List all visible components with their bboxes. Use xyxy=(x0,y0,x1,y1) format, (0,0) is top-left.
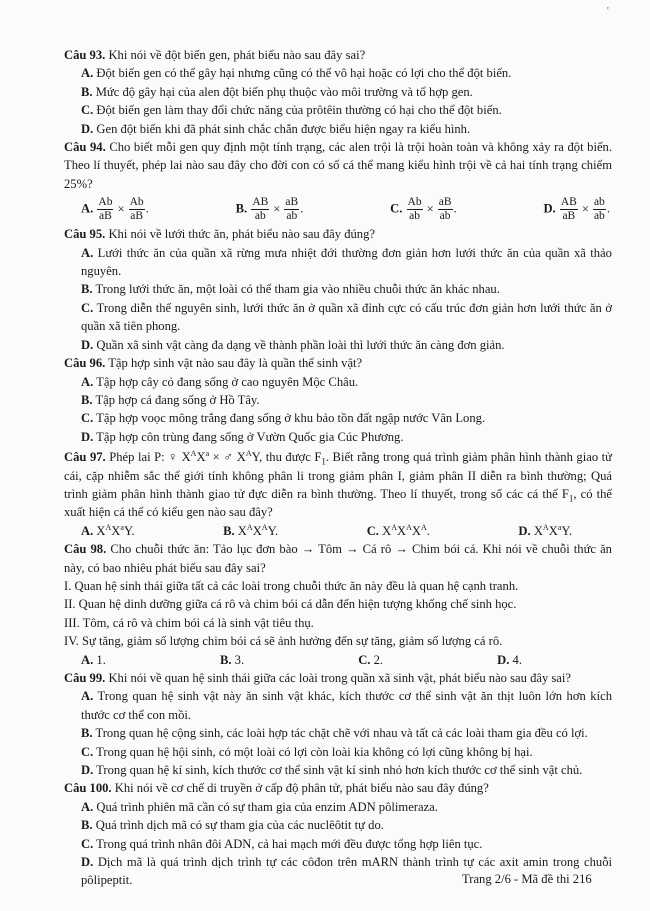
option-d[interactable]: D. Quần xã sinh vật càng đa dạng về thành phần loài thì lưới thức ăn càng đơn giản. xyxy=(81,337,505,352)
statement-ii: II. Quan hệ dinh dưỡng giữa cá rô và chim bói cá dẫn đến hiện tượng khống chế sinh học. xyxy=(64,597,517,612)
option-text: Tập hợp côn trùng đang sống ở Vườn Quốc gia Cúc Phương. xyxy=(96,429,404,444)
option-d[interactable]: D. Dịch mã là quá trình dịch trình tự các côđon trên mARN thành trình tự các axit amin trong chuỗi pôlipeptit. xyxy=(81,855,612,888)
question-stem xyxy=(64,779,612,797)
question-number: Câu 98. xyxy=(64,542,107,557)
question-text: Khi nói về cơ chế di truyền ở cấp độ phân tử, phát biểu nào sau đây đúng? xyxy=(114,781,489,796)
option-a[interactable]: A. Trong quan hệ sinh vật này ăn sinh vật khác, kích thước cơ thể sinh vật ăn thịt luôn lớn hơn kích thước cơ thể con mồi. xyxy=(81,689,612,722)
option-b[interactable]: B. Quá trình dịch mã có sự tham gia của các nuclêôtit tự do. xyxy=(81,818,384,833)
option-a[interactable]: A. $\frac{Ab}{aB}$ × $\frac{Ab}{aB}$ . xyxy=(81,196,149,223)
option-d[interactable]: D. $\frac{AB}{aB}$ × $\frac{ab}{ab}$ . xyxy=(543,196,610,223)
question-text: Phép lai P: ♀ X xyxy=(109,450,191,465)
question-text: , có thể xuất hiện cá thể có kiểu gen nào sau đây? xyxy=(64,486,613,520)
fraction: $\frac{Ab}{ab}$ xyxy=(407,196,422,223)
option-d[interactable]: D. Trong quan hệ kí sinh, kích thước cơ thể sinh vật kí sinh nhỏ hơn kích thước cơ thể sinh vật chủ. xyxy=(81,763,583,778)
options-row xyxy=(64,196,612,223)
option-a[interactable]: A. Tập hợp cây cỏ đang sống ở cao nguyên Mộc Châu. xyxy=(81,374,359,389)
question-95 xyxy=(64,225,612,354)
question-stem xyxy=(64,225,612,243)
option-text: Quá trình phiên mã cần có sự tham gia của enzim ADN pôlimeraza. xyxy=(96,799,438,814)
fraction: $\frac{Ab}{aB}$ xyxy=(129,196,144,223)
option-text: Trong quan hệ kí sinh, kích thước cơ thể sinh vật kí sinh nhỏ hơn kích thước cơ thể sinh vật chủ. xyxy=(96,763,583,778)
option-b[interactable]: B. $X^AX^AY$. xyxy=(223,522,279,538)
question-number: Câu 99. xyxy=(64,671,106,685)
option-c[interactable]: C. Đột biến gen làm thay đổi chức năng của prôtêin thường có hại cho thể đột biến. xyxy=(81,103,502,118)
option-c[interactable]: C. 2. xyxy=(358,652,384,667)
option-text: Trong lưới thức ăn, một loài có thể tham gia vào nhiều chuỗi thức ăn khác nhau. xyxy=(95,282,500,297)
options-row xyxy=(64,522,612,540)
question-99 xyxy=(64,669,612,779)
option-c[interactable]: C. Tập hợp voọc mông trắng đang sống ở khu bảo tồn đất ngập nước Vân Long. xyxy=(81,411,486,426)
option-a[interactable]: A. Quá trình phiên mã cần có sự tham gia của enzim ADN pôlimeraza. xyxy=(81,799,438,814)
question-98 xyxy=(64,540,612,669)
question-text: Cho biết mỗi gen quy định một tính trạng, các alen trội là trội hoàn toàn và không xảy ra đột biến. Theo lí thuyết, phép lai nào sau đây cho đời con có số cá thể mang kiểu hình trội về cả hai tính trạng chiếm 25%? xyxy=(64,140,612,191)
question-stem xyxy=(64,46,612,64)
question-text: Cho chuỗi thức ăn: Tảo lục đơn bào → Tôm → Cá rô → Chim bói cá. Khi nói về chuỗi thức ăn này, có bao nhiêu phát biểu sau đây sai? xyxy=(64,542,612,575)
option-text: Trong quan hệ hội sinh, có một loài có lợi còn loài kia không có lợi cũng không bị hại. xyxy=(96,744,533,759)
fraction: $\frac{aB}{ab}$ xyxy=(285,196,299,223)
statement-iii: III. Tôm, cá rô và chim bói cá là sinh vật tiêu thụ. xyxy=(64,615,314,630)
exam-page xyxy=(64,46,612,890)
option-c[interactable]: C. $X^AX^AX^A$. xyxy=(366,522,430,538)
option-text: Trong quan hệ cộng sinh, các loài hợp tác chặt chẽ với nhau và tất cả các loài tham gia đều có lợi. xyxy=(95,726,588,741)
option-d[interactable]: D. Gen đột biến khi đã phát sinh chắc chắn được biểu hiện ngay ra kiểu hình. xyxy=(81,121,471,136)
option-d[interactable]: D. Tập hợp côn trùng đang sống ở Vườn Quốc gia Cúc Phương. xyxy=(81,429,404,444)
question-number: Câu 100. xyxy=(64,781,112,796)
question-text: Biết rằng trong quá trình giảm phân hình thành giao tử cái, cặp nhiễm sắc thể giới tính không phân li trong giảm phân I, giảm phân II diễn ra bình thường; Quá trình giảm phân hình thành giao tử đực diễn ra bình thường. Theo lí thuyết, trong số các cá thể F xyxy=(64,450,612,501)
option-text: Mức độ gây hại của alen đột biến phụ thuộc vào môi trường và tổ hợp gen. xyxy=(95,84,473,99)
option-b[interactable]: B. Tập hợp cá đang sống ở Hồ Tây. xyxy=(81,392,260,407)
question-stem xyxy=(64,354,612,372)
option-a[interactable]: A. $X^AX^aY$. xyxy=(81,522,135,538)
options-row xyxy=(64,651,612,669)
page-footer: Trang 2/6 - Mã đề thi 216 xyxy=(462,872,592,886)
option-text: Quần xã sinh vật càng đa dạng về thành phần loài thì lưới thức ăn càng đơn giản. xyxy=(96,337,505,352)
fraction: $\frac{aB}{ab}$ xyxy=(438,196,452,223)
question-text: Tập hợp sinh vật nào sau đây là quần thể sinh vật? xyxy=(108,356,363,371)
option-a[interactable]: A. Đột biến gen có thể gây hại nhưng cũng có thể vô hại hoặc có lợi cho thể đột biến. xyxy=(81,66,512,81)
statement-iv: IV. Sự tăng, giảm số lượng chim bói cá sẽ ảnh hưởng đến sự tăng, giảm số lượng cá rô. xyxy=(64,634,503,649)
option-text: Đột biến gen làm thay đổi chức năng của prôtêin thường có hại cho thể đột biến. xyxy=(96,103,502,118)
question-text: Khi nói về đột biến gen, phát biểu nào sau đây sai? xyxy=(108,48,366,62)
option-text: Tập hợp voọc mông trắng đang sống ở khu bảo tồn đất ngập nước Vân Long. xyxy=(96,411,486,426)
option-text: Quá trình dịch mã có sự tham gia của các nuclêôtit tự do. xyxy=(95,818,384,833)
option-text: Trong quá trình nhân đôi ADN, cả hai mạch mới đều được tổng hợp liên tục. xyxy=(96,836,483,851)
question-text: Khi nói về quan hệ sinh thái giữa các loài trong quần xã sinh vật, phát biểu nào sau đây sai? xyxy=(108,671,571,685)
option-d[interactable]: D. $X^AX^aY$. xyxy=(518,522,572,538)
page-mark: ' xyxy=(607,6,609,17)
option-b[interactable]: B. Mức độ gây hại của alen đột biến phụ thuộc vào môi trường và tổ hợp gen. xyxy=(81,84,473,99)
question-stem xyxy=(64,669,612,687)
question-stem xyxy=(64,540,612,577)
option-text: Gen đột biến khi đã phát sinh chắc chắn được biểu hiện ngay ra kiểu hình. xyxy=(96,121,471,136)
fraction: $\frac{Ab}{aB}$ xyxy=(98,196,113,223)
question-number: Câu 95. xyxy=(64,227,106,242)
option-text: Tập hợp cá đang sống ở Hồ Tây. xyxy=(95,392,260,407)
question-96 xyxy=(64,354,612,446)
option-text: Lưới thức ăn của quần xã rừng mưa nhiệt đới thường đơn giản hơn lưới thức ăn của quần xã thảo nguyên. xyxy=(81,245,612,279)
question-97 xyxy=(64,448,612,540)
option-c[interactable]: C. Trong quan hệ hội sinh, có một loài có lợi còn loài kia không có lợi cũng không bị hại. xyxy=(81,744,533,759)
option-b[interactable]: B. Trong quan hệ cộng sinh, các loài hợp tác chặt chẽ với nhau và tất cả các loài tham gia đều có lợi. xyxy=(81,726,588,741)
question-stem xyxy=(64,138,612,193)
option-b[interactable]: B. 3. xyxy=(219,652,245,667)
option-a[interactable]: A. Lưới thức ăn của quần xã rừng mưa nhiệt đới thường đơn giản hơn lưới thức ăn của quần xã thảo nguyên. xyxy=(81,245,612,279)
option-c[interactable]: C. $\frac{Ab}{ab}$ × $\frac{aB}{ab}$ . xyxy=(390,196,457,223)
option-c[interactable]: C. Trong diễn thế nguyên sinh, lưới thức ăn ở quần xã đỉnh cực có cấu trúc đơn giản hơn lưới thức ăn ở quần xã tiên phong. xyxy=(81,300,612,334)
option-text: Tập hợp cây cỏ đang sống ở cao nguyên Mộc Châu. xyxy=(96,374,359,389)
fraction: $\frac{AB}{ab}$ xyxy=(252,196,269,223)
question-number: Câu 97. xyxy=(64,450,106,465)
question-stem: Câu 97. Phép lai P: ♀ $X^AX^a$ × ♂ $X^AY$, thu được $F_1$. Biết rằng trong quá trình giảm phân hình thành giao tử cái, cặp nhiễm sắc thể giới tính không phân li trong giảm phân I, giảm phân II diễn ra bình thường; Quá trình giảm phân hình thành giao tử đực diễn ra bình thường. Theo lí thuyết, trong số các cá thể $F_1$, có thể xuất hiện cá thể có kiểu gen nào sau đây? xyxy=(64,448,613,520)
fraction: $\frac{ab}{ab}$ xyxy=(593,196,605,223)
fraction: $\frac{AB}{aB}$ xyxy=(560,196,577,223)
option-c[interactable]: C. Trong quá trình nhân đôi ADN, cả hai mạch mới đều được tổng hợp liên tục. xyxy=(81,836,483,851)
option-b[interactable]: B. Trong lưới thức ăn, một loài có thể tham gia vào nhiều chuỗi thức ăn khác nhau. xyxy=(81,282,500,297)
statement-i: I. Quan hệ sinh thái giữa tất cả các loài trong chuỗi thức ăn này đều là quan hệ cạnh tranh. xyxy=(64,578,519,593)
question-text: Khi nói về lưới thức ăn, phát biểu nào sau đây đúng? xyxy=(108,227,375,242)
option-text: Dịch mã là quá trình dịch trình tự các côđon trên mARN thành trình tự các axit amin trong chuỗi pôlipeptit. xyxy=(81,855,612,888)
option-d[interactable]: D. 4. xyxy=(497,652,522,667)
option-b[interactable]: B. $\frac{AB}{ab}$ × $\frac{aB}{ab}$ . xyxy=(235,196,304,223)
question-93 xyxy=(64,46,612,138)
option-text: Trong quan hệ sinh vật này ăn sinh vật khác, kích thước cơ thể sinh vật ăn thịt luôn lớn hơn kích thước cơ thể con mồi. xyxy=(81,689,612,722)
option-text: Trong diễn thế nguyên sinh, lưới thức ăn ở quần xã đỉnh cực có cấu trúc đơn giản hơn lưới thức ăn ở quần xã tiên phong. xyxy=(81,300,612,334)
question-number: Câu 93. xyxy=(64,48,106,62)
question-number: Câu 94. xyxy=(64,140,106,155)
option-text: Đột biến gen có thể gây hại nhưng cũng có thể vô hại hoặc có lợi cho thể đột biến. xyxy=(96,66,512,81)
question-number: Câu 96. xyxy=(64,356,106,371)
option-a[interactable]: A. 1. xyxy=(81,652,106,667)
question-94 xyxy=(64,138,612,223)
